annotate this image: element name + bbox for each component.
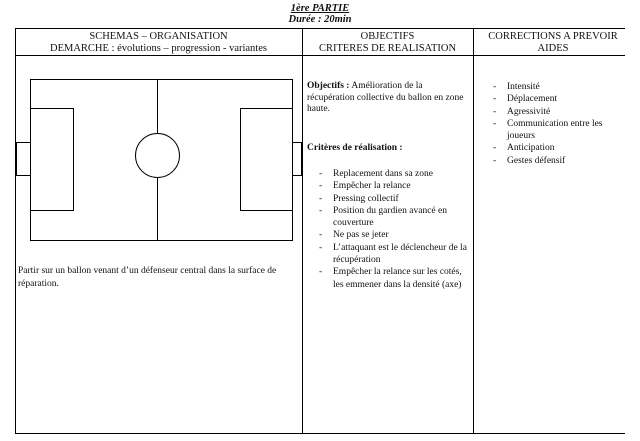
list-item: - Déplacement	[493, 93, 625, 105]
header-row-divider	[15, 55, 625, 56]
session-table	[15, 28, 625, 434]
right-penalty-area	[241, 109, 293, 211]
exercise-description: Partir sur un ballon venant d’un défenseur central dans la surface de réparation.	[18, 266, 277, 289]
list-item: - Anticipation	[493, 142, 625, 154]
header-objectifs	[302, 31, 473, 55]
list-item: - Gestes défensif	[493, 155, 625, 167]
list-item: - Ne pas se jeter	[319, 229, 469, 241]
list-item: - Communication entre les joueurs	[493, 118, 625, 143]
criteria-title: Critères de réalisation :	[307, 143, 403, 153]
list-item: - Empêcher la relance	[319, 180, 469, 192]
list-item: - Replacement dans sa zone	[319, 168, 469, 180]
header-schemas	[15, 31, 302, 55]
duration: Durée : 20min	[288, 14, 352, 25]
header-corrections	[473, 31, 633, 55]
list-item: - Empêcher la relance sur les cotés, les emmener dans la densité (axe)	[319, 266, 469, 291]
right-goal	[293, 143, 302, 176]
header-schemas-line1: SCHEMAS – ORGANISATION	[89, 31, 228, 42]
center-circle	[136, 134, 180, 178]
column-divider-1	[302, 29, 303, 433]
left-goal	[17, 143, 31, 176]
part-heading: 1ère PARTIE	[290, 3, 350, 14]
header-corrections-line1: CORRECTIONS A PREVOIR	[488, 31, 618, 42]
football-pitch-diagram	[15, 75, 302, 250]
list-item: - Agressivité	[493, 106, 625, 118]
list-item: - Pressing collectif	[319, 193, 469, 205]
header-objectifs-line1: OBJECTIFS	[360, 31, 415, 42]
list-item: - Position du gardien avancé en couverture	[319, 205, 469, 230]
header-objectifs-line2: CRITERES DE REALISATION	[318, 43, 457, 54]
objectives-paragraph	[307, 81, 467, 116]
objectives-text: Amélioration de la récupération collective du ballon en zone haute.	[307, 81, 464, 114]
criteria-list	[319, 168, 469, 291]
column-divider-2	[473, 29, 474, 433]
session-title	[0, 3, 640, 25]
list-item: - L’attaquant est le déclencheur de la récupération	[319, 242, 469, 267]
list-item: - Intensité	[493, 81, 625, 93]
header-schemas-line2: DEMARCHE : évolutions – progression - variantes	[50, 43, 267, 54]
corrections-list	[493, 81, 625, 167]
header-corrections-line2: AIDES	[537, 43, 569, 54]
left-penalty-area	[31, 109, 74, 211]
objectives-label: Objectifs :	[307, 81, 350, 91]
